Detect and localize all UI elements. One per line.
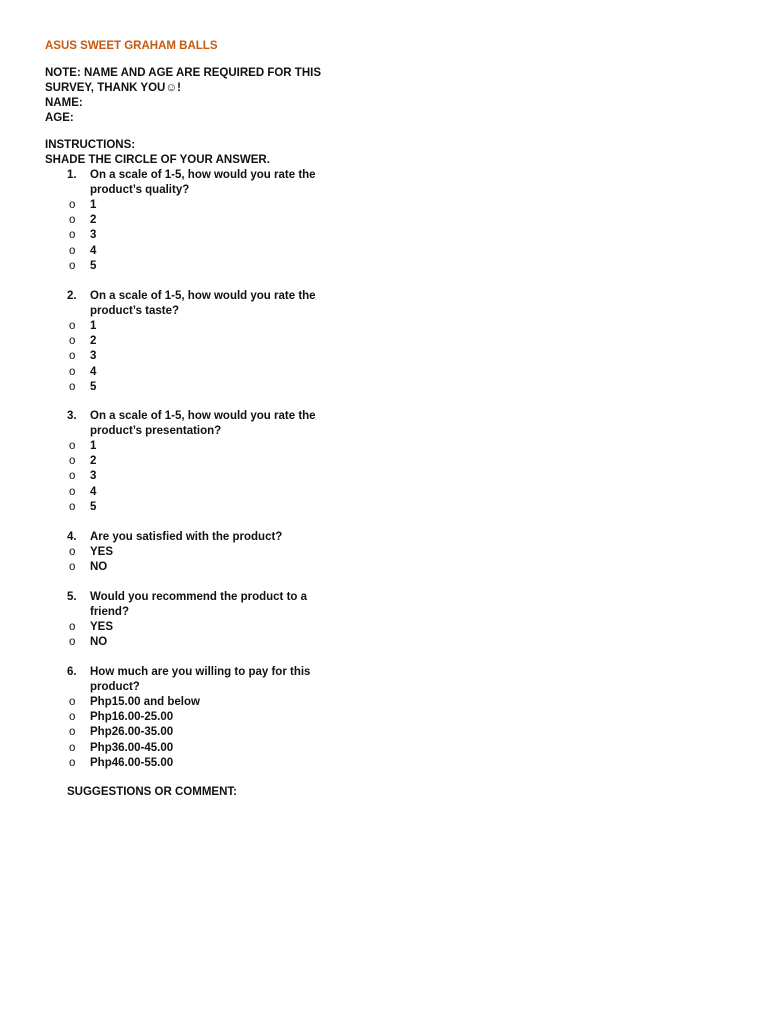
answer-option[interactable] bbox=[45, 319, 375, 334]
answer-option[interactable] bbox=[45, 365, 375, 380]
question-number: 1. bbox=[67, 169, 77, 181]
question-text bbox=[45, 183, 375, 198]
question-line: product’s taste? bbox=[90, 305, 180, 317]
circle-bullet-icon[interactable]: o bbox=[69, 470, 76, 483]
question-3 bbox=[45, 409, 375, 515]
question-text bbox=[45, 680, 375, 695]
answer-option[interactable] bbox=[45, 560, 375, 575]
circle-bullet-icon[interactable]: o bbox=[69, 726, 76, 739]
option-label: 2 bbox=[90, 335, 97, 348]
circle-bullet-icon[interactable]: o bbox=[69, 636, 76, 649]
question-text bbox=[45, 605, 375, 620]
answer-option[interactable] bbox=[45, 244, 375, 259]
circle-bullet-icon[interactable]: o bbox=[69, 711, 76, 724]
answer-option[interactable] bbox=[45, 198, 375, 213]
question-text bbox=[45, 424, 375, 439]
answer-option[interactable] bbox=[45, 545, 375, 560]
question-line: Are you satisfied with the product? bbox=[90, 531, 283, 543]
option-label: 3 bbox=[90, 229, 97, 242]
circle-bullet-icon[interactable]: o bbox=[69, 561, 76, 574]
answer-option[interactable] bbox=[45, 725, 375, 740]
question-number: 5. bbox=[67, 591, 77, 603]
option-label: 4 bbox=[90, 244, 97, 257]
circle-bullet-icon[interactable]: o bbox=[69, 621, 76, 633]
circle-bullet-icon[interactable]: o bbox=[69, 485, 76, 498]
option-label: YES bbox=[90, 546, 114, 558]
option-label: Php26.00-35.00 bbox=[90, 726, 174, 739]
circle-bullet-icon[interactable]: o bbox=[69, 229, 76, 242]
option-label: 1 bbox=[90, 199, 97, 211]
suggestions-label: SUGGESTIONS OR COMMENT: bbox=[67, 786, 237, 798]
question-text bbox=[45, 590, 375, 605]
answer-option[interactable] bbox=[45, 620, 375, 635]
question-text bbox=[45, 168, 375, 183]
question-number: 3. bbox=[67, 410, 77, 422]
option-label: 3 bbox=[90, 350, 97, 363]
circle-bullet-icon[interactable]: o bbox=[69, 214, 76, 227]
question-number: 6. bbox=[67, 666, 77, 678]
note-line: NOTE: NAME AND AGE ARE REQUIRED FOR THIS bbox=[45, 67, 322, 79]
question-1 bbox=[45, 168, 375, 274]
circle-bullet-icon[interactable]: o bbox=[69, 259, 76, 272]
circle-bullet-icon[interactable]: o bbox=[69, 440, 76, 452]
question-line: On a scale of 1-5, how would you rate the bbox=[90, 290, 316, 302]
option-label: 2 bbox=[90, 214, 97, 227]
option-label: Php46.00-55.00 bbox=[90, 756, 174, 769]
option-label: Php15.00 and below bbox=[90, 696, 200, 708]
question-5 bbox=[45, 590, 375, 650]
name-label: NAME: bbox=[45, 97, 83, 109]
option-label: 4 bbox=[90, 365, 97, 378]
circle-bullet-icon[interactable]: o bbox=[69, 320, 76, 332]
answer-option[interactable] bbox=[45, 469, 375, 484]
circle-bullet-icon[interactable]: o bbox=[69, 365, 76, 378]
question-text bbox=[45, 409, 375, 424]
circle-bullet-icon[interactable]: o bbox=[69, 756, 76, 769]
answer-option[interactable] bbox=[45, 485, 375, 500]
question-line: friend? bbox=[90, 606, 129, 618]
option-label: YES bbox=[90, 621, 114, 633]
question-text bbox=[45, 665, 375, 680]
age-label: AGE: bbox=[45, 112, 74, 124]
answer-option[interactable] bbox=[45, 635, 375, 650]
question-text bbox=[45, 289, 375, 304]
answer-option[interactable] bbox=[45, 380, 375, 395]
question-line: How much are you willing to pay for this bbox=[90, 666, 311, 678]
question-text bbox=[45, 304, 375, 319]
question-text bbox=[45, 530, 375, 545]
option-label: 4 bbox=[90, 485, 97, 498]
question-number: 4. bbox=[67, 531, 77, 543]
option-label: 5 bbox=[90, 500, 97, 513]
option-label: NO bbox=[90, 636, 108, 649]
instructions-text: SHADE THE CIRCLE OF YOUR ANSWER. bbox=[45, 154, 270, 166]
circle-bullet-icon[interactable]: o bbox=[69, 741, 76, 754]
question-number: 2. bbox=[67, 290, 77, 302]
question-line: Would you recommend the product to a bbox=[90, 591, 308, 603]
option-label: 2 bbox=[90, 455, 97, 468]
answer-option[interactable] bbox=[45, 439, 375, 454]
circle-bullet-icon[interactable]: o bbox=[69, 335, 76, 348]
answer-option[interactable] bbox=[45, 695, 375, 710]
answer-option[interactable] bbox=[45, 334, 375, 349]
option-label: 5 bbox=[90, 380, 97, 393]
option-label: 3 bbox=[90, 470, 97, 483]
circle-bullet-icon[interactable]: o bbox=[69, 546, 76, 558]
question-line: product’s quality? bbox=[90, 184, 190, 196]
circle-bullet-icon[interactable]: o bbox=[69, 380, 76, 393]
circle-bullet-icon[interactable]: o bbox=[69, 500, 76, 513]
note-line: SURVEY, THANK YOU☺! bbox=[45, 82, 181, 94]
answer-option[interactable] bbox=[45, 213, 375, 228]
answer-option[interactable] bbox=[45, 259, 375, 274]
circle-bullet-icon[interactable]: o bbox=[69, 244, 76, 257]
circle-bullet-icon[interactable]: o bbox=[69, 696, 76, 708]
survey-title: ASUS SWEET GRAHAM BALLS bbox=[45, 40, 218, 52]
answer-option[interactable] bbox=[45, 710, 375, 725]
instructions-title: INSTRUCTIONS: bbox=[45, 139, 136, 151]
option-label: NO bbox=[90, 561, 108, 574]
question-line: On a scale of 1-5, how would you rate the bbox=[90, 169, 316, 181]
option-label: 1 bbox=[90, 320, 97, 332]
question-2 bbox=[45, 289, 375, 395]
question-4 bbox=[45, 530, 375, 575]
circle-bullet-icon[interactable]: o bbox=[69, 455, 76, 468]
question-line: product’s presentation? bbox=[90, 425, 222, 437]
circle-bullet-icon[interactable]: o bbox=[69, 199, 76, 211]
option-label: 5 bbox=[90, 259, 97, 272]
answer-option[interactable] bbox=[45, 500, 375, 515]
circle-bullet-icon[interactable]: o bbox=[69, 350, 76, 363]
question-6 bbox=[45, 665, 375, 771]
answer-option[interactable] bbox=[45, 228, 375, 243]
answer-option[interactable] bbox=[45, 349, 375, 364]
option-label: 1 bbox=[90, 440, 97, 452]
answer-option[interactable] bbox=[45, 741, 375, 756]
question-line: product? bbox=[90, 681, 140, 693]
option-label: Php16.00-25.00 bbox=[90, 711, 174, 724]
answer-option[interactable] bbox=[45, 756, 375, 771]
question-line: On a scale of 1-5, how would you rate the bbox=[90, 410, 316, 422]
note-block bbox=[45, 66, 365, 126]
answer-option[interactable] bbox=[45, 454, 375, 469]
instructions-block bbox=[45, 138, 270, 168]
option-label: Php36.00-45.00 bbox=[90, 741, 174, 754]
